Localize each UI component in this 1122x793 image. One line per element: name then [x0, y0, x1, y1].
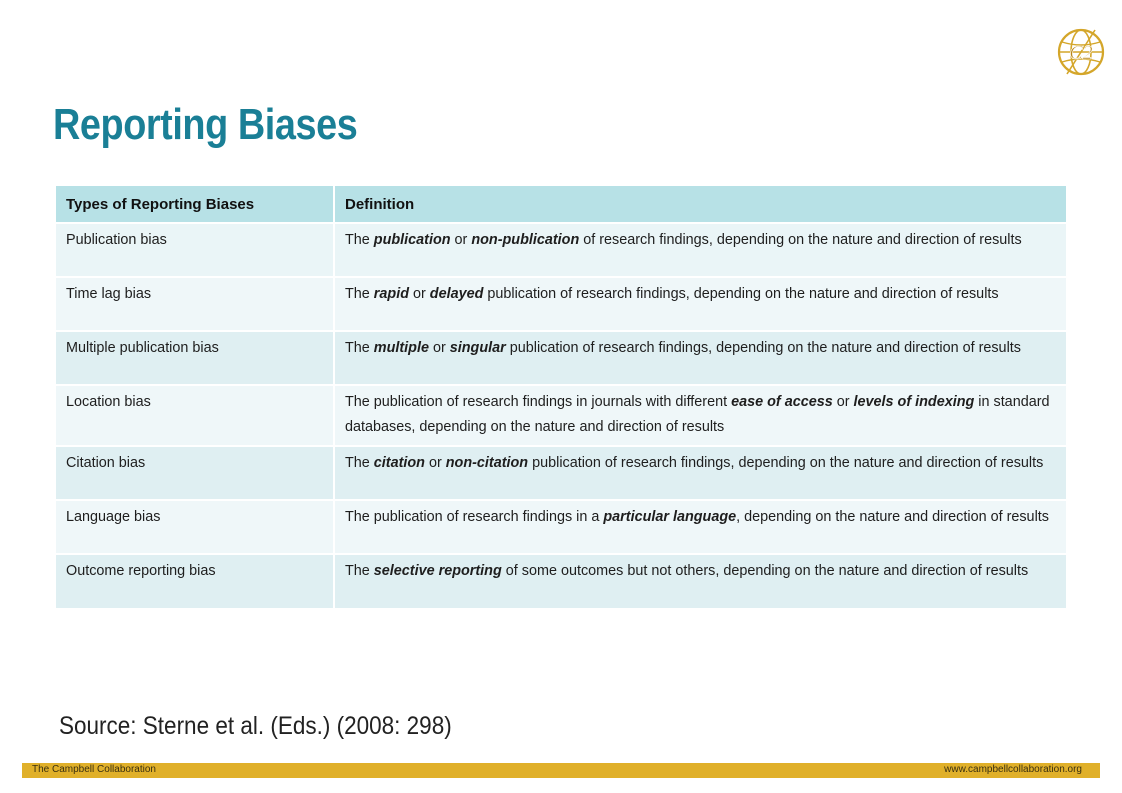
bias-type-cell: Outcome reporting bias: [56, 554, 334, 608]
bias-definition-cell: [334, 554, 1066, 608]
emphasized-term: non-citation: [445, 455, 529, 471]
emphasized-term: singular: [449, 340, 506, 356]
emphasized-term: particular language: [603, 509, 737, 525]
emphasized-term: publication: [373, 232, 451, 248]
bias-definition-cell: [334, 223, 1066, 277]
footer-org-name: The Campbell Collaboration: [32, 764, 156, 775]
bias-type-cell: Location bias: [56, 385, 334, 446]
table-row: [56, 500, 1066, 554]
definition-text: or: [832, 394, 854, 410]
table-row: [56, 554, 1066, 608]
definition-text: or: [450, 232, 472, 248]
reporting-biases-table: [56, 186, 1066, 608]
header-types: Types of Reporting Biases: [56, 186, 334, 223]
table-row: [56, 446, 1066, 500]
table-row: [56, 331, 1066, 385]
bias-type-cell: Citation bias: [56, 446, 334, 500]
logo-text: C2: [1069, 42, 1093, 64]
definition-text: in standard databases, depending on the nature and direction of results: [345, 394, 1050, 435]
definition-text: The publication of research findings in journals with different: [345, 394, 732, 410]
definition-text: The: [345, 286, 374, 302]
source-citation: Source: Sterne et al. (Eds.) (2008: 298): [59, 712, 452, 740]
definition-text: The publication of research findings in a: [345, 509, 604, 525]
page-title: Reporting Biases: [53, 100, 358, 149]
bias-definition-cell: [334, 446, 1066, 500]
c2-globe-logo-icon: [1053, 24, 1109, 80]
bias-definition-cell: [334, 277, 1066, 331]
definition-text: The: [345, 232, 374, 248]
bias-definition-cell: [334, 331, 1066, 385]
definition-text: The: [345, 455, 374, 471]
footer-website: www.campbellcollaboration.org: [944, 764, 1082, 775]
definition-text: of research findings, depending on the nature and direction of results: [579, 232, 1022, 248]
bias-definition-cell: [334, 385, 1066, 446]
bias-type-cell: Multiple publication bias: [56, 331, 334, 385]
definition-text: The: [345, 340, 374, 356]
table-body: [56, 223, 1066, 608]
footer-bar: [22, 763, 1100, 778]
emphasized-term: selective reporting: [373, 563, 502, 579]
definition-text: , depending on the nature and direction of results: [736, 509, 1049, 525]
definition-text: of some outcomes but not others, depending on the nature and direction of results: [501, 563, 1029, 579]
emphasized-term: ease of access: [731, 394, 833, 410]
definition-text: publication of research findings, depending on the nature and direction of results: [528, 455, 1044, 471]
table-header-row: [56, 186, 1066, 223]
emphasized-term: non-publication: [471, 232, 580, 248]
bias-definition-cell: [334, 500, 1066, 554]
table-row: [56, 385, 1066, 446]
definition-text: or: [424, 455, 446, 471]
definition-text: or: [408, 286, 430, 302]
header-definition: Definition: [334, 186, 1066, 223]
bias-type-cell: Publication bias: [56, 223, 334, 277]
emphasized-term: delayed: [429, 286, 484, 302]
definition-text: or: [428, 340, 450, 356]
emphasized-term: multiple: [373, 340, 429, 356]
definition-text: The: [345, 563, 374, 579]
emphasized-term: rapid: [373, 286, 409, 302]
table-row: [56, 277, 1066, 331]
table-row: [56, 223, 1066, 277]
definition-text: publication of research findings, depending on the nature and direction of results: [483, 286, 999, 302]
emphasized-term: levels of indexing: [853, 394, 975, 410]
bias-type-cell: Language bias: [56, 500, 334, 554]
bias-type-cell: Time lag bias: [56, 277, 334, 331]
emphasized-term: citation: [373, 455, 425, 471]
definition-text: publication of research findings, depending on the nature and direction of results: [505, 340, 1021, 356]
